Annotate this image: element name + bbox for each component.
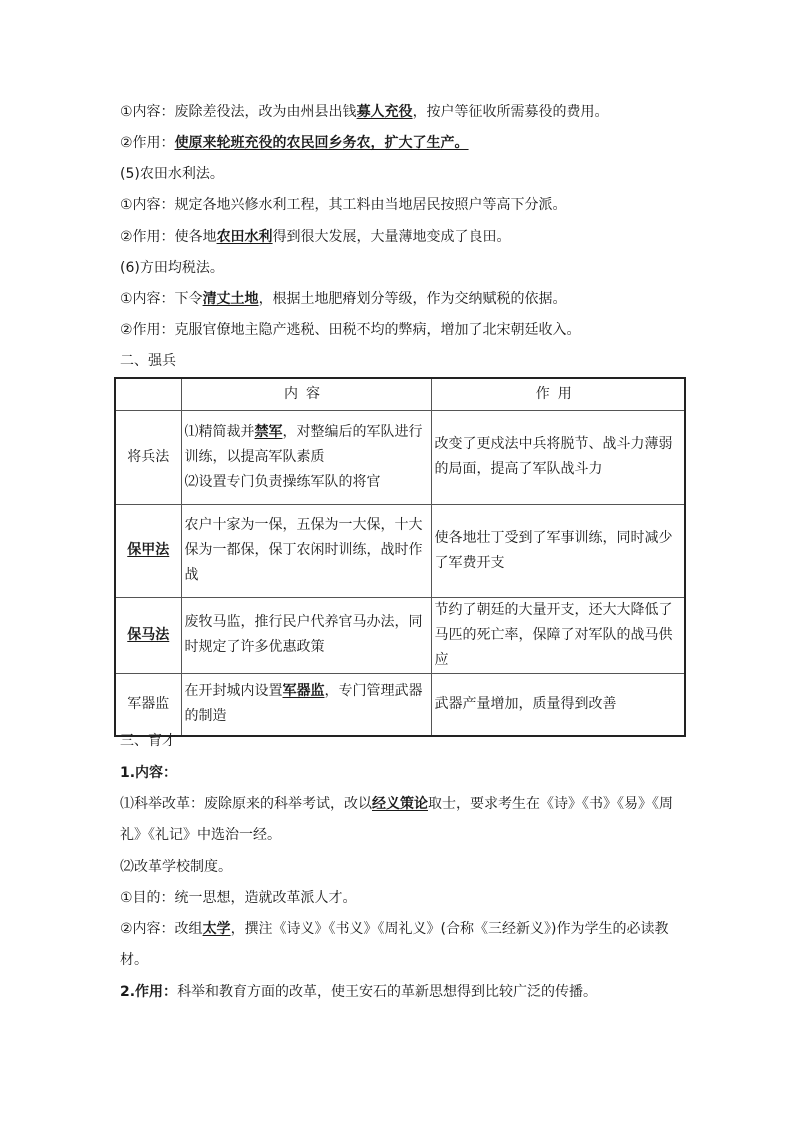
text: ，撰注《诗义》《书义》《周礼义》(合称《三经新义》)作为学生的必读教 <box>230 921 669 937</box>
row-content: 农户十家为一保，五保为一大保，十大保为一都保，保丁农闲时训练，战时作战 <box>181 504 431 597</box>
keyword-jingyicelun: 经义策论 <box>372 796 428 812</box>
paragraph-purpose: ①目的：统一思想，造就改革派人才。 <box>120 890 357 906</box>
keyword-jinjun: 禁军 <box>254 423 283 440</box>
heading-fangtian: (6)方田均税法。 <box>120 260 224 276</box>
header-effect: 作用 <box>431 378 685 410</box>
subheading-effect: 2.作用： <box>120 984 178 1000</box>
text: 得到很大发展，大量薄地变成了良田。 <box>272 229 511 245</box>
paragraph-school-reform: ⑵改革学校制度。 <box>120 859 232 875</box>
paragraph-fangtian-content <box>120 289 567 309</box>
table-header-row <box>115 378 685 410</box>
header-content: 内容 <box>181 378 431 410</box>
text: ①内容：废除差役法，改为由州县出钱 <box>120 104 357 120</box>
row-name-jiangbingfa: 将兵法 <box>115 410 181 504</box>
row-effect: 武器产量增加，质量得到改善 <box>431 673 685 736</box>
label: ②作用： <box>120 135 175 151</box>
keyword-taixue: 太学 <box>202 921 231 937</box>
keyword-nongtianshuili: 农田水利 <box>216 229 273 245</box>
text: 科举和教育方面的改革，使王安石的革新思想得到比较广泛的传播。 <box>177 984 598 1000</box>
paragraph-nongtian-effect <box>120 227 511 247</box>
text: ，根据土地肥瘠划分等级，作为交纳赋税的依据。 <box>258 291 567 307</box>
row-content: ⑴精简裁并禁军，对整编后的军队进行训练，以提高军队素质 ⑵设置专门负责操练军队的将官 <box>181 410 431 504</box>
section-heading-qiangbing: 二、强兵 <box>120 353 176 369</box>
paragraph-nongtian-content: ①内容：规定各地兴修水利工程，其工料由当地居民按照户等高下分派。 <box>120 197 567 213</box>
text: ，按户等征收所需募役的费用。 <box>412 104 609 120</box>
row-content: 在开封城内设置军器监，专门管理武器的制造 <box>181 673 431 736</box>
text: ①内容：下令 <box>120 291 203 307</box>
row-content: 废牧马监，推行民户代养官马办法，同时规定了许多优惠政策 <box>181 597 431 673</box>
qiangbing-table <box>114 377 686 737</box>
paragraph-keju-2: 礼》《礼记》中选治一经。 <box>120 827 281 843</box>
paragraph-taixue-2: 材。 <box>120 952 148 968</box>
table-row <box>115 597 685 673</box>
row-effect: 使各地壮丁受到了军事训练，同时减少了军费开支 <box>431 504 685 597</box>
row-effect: 改变了更戍法中兵将脱节、战斗力薄弱的局面，提高了军队战斗力 <box>431 410 685 504</box>
table-row <box>115 504 685 597</box>
paragraph-mianyi-effect <box>120 133 469 153</box>
keyword-murenchongyi: 募人充役 <box>356 104 413 120</box>
header-empty-cell <box>115 378 181 410</box>
keyword-junqijian: 军器监 <box>282 683 325 700</box>
text: 取士，要求考生在《诗》《书》《易》《周 <box>428 796 673 812</box>
subheading-content: 1.内容： <box>120 765 178 781</box>
heading-nongtian: (5)农田水利法。 <box>120 166 224 182</box>
row-name-baojiafa: 保甲法 <box>115 504 181 597</box>
table-row <box>115 673 685 736</box>
paragraph-effect <box>120 982 597 1002</box>
row-name-baomafa: 保马法 <box>115 597 181 673</box>
text: ②内容：改组 <box>120 921 203 937</box>
row-name-junqijian: 军器监 <box>115 673 181 736</box>
keyword-qingzhangtudi: 清丈土地 <box>202 291 259 307</box>
paragraph-keju-1 <box>120 794 673 814</box>
table-row <box>115 410 685 504</box>
section-heading-yucai: 三、育才 <box>120 733 176 749</box>
text: ②作用：使各地 <box>120 229 217 245</box>
paragraph-taixue-1 <box>120 919 668 939</box>
text: ⑴科举改革：废除原来的科举考试，改以 <box>120 796 372 812</box>
paragraph-mianyi-content <box>120 102 609 122</box>
keyword-effect-text: 使原来轮班充役的农民回乡务农，扩大了生产。 <box>174 135 469 151</box>
row-effect: 节约了朝廷的大量开支，还大大降低了马匹的死亡率，保障了对军队的战马供应 <box>431 597 685 673</box>
paragraph-fangtian-effect: ②作用：克服官僚地主隐产逃税、田税不均的弊病，增加了北宋朝廷收入。 <box>120 322 581 338</box>
